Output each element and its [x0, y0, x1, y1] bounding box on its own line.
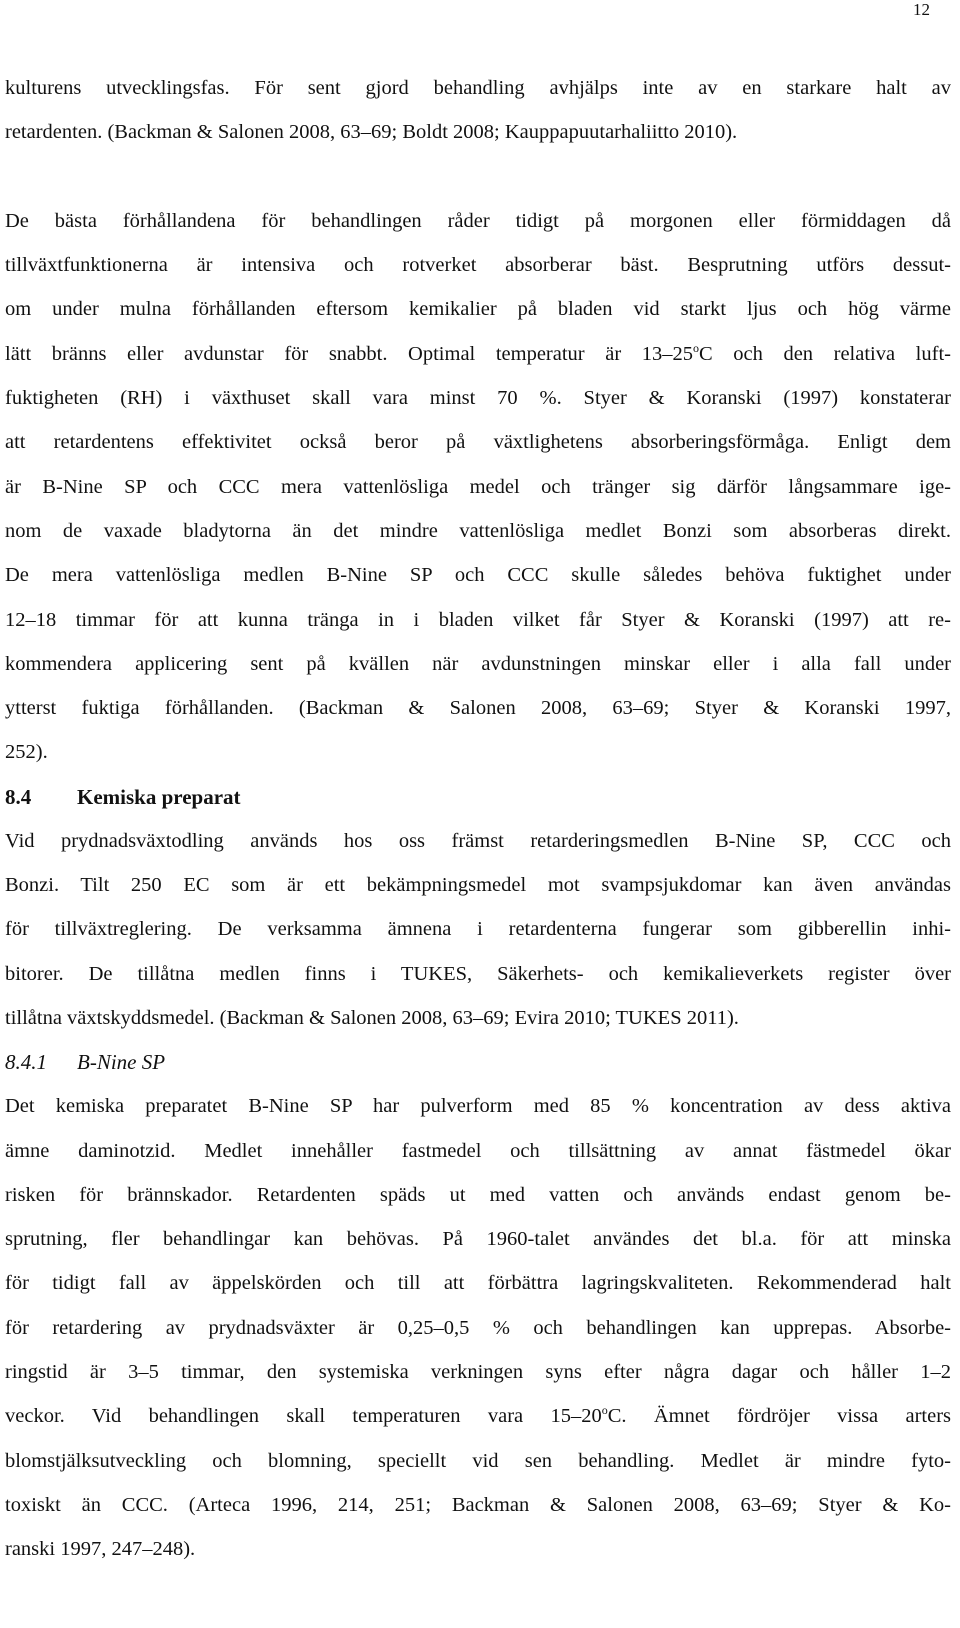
text-line: tillåtna växtskyddsmedel. (Backman & Salonen 2008, 63–69; Evira 2010; TUKES 2011). — [5, 1006, 739, 1029]
paragraph-2 — [5, 199, 951, 775]
text-line: Det kemiska preparatet B-Nine SP har pulverform med 85 % koncentration av dess aktiva — [5, 1095, 951, 1118]
text-line: De bästa förhållandena för behandlingen råder tidigt på morgonen eller förmiddagen då — [5, 209, 951, 232]
text-line: 252). — [5, 741, 48, 764]
text-line: kulturens utvecklingsfas. För sent gjord behandling avhjälps inte av en starkare halt av — [5, 77, 951, 99]
text-line: ytterst fuktiga förhållanden. (Backman & Salonen 2008, 63–69; Styer & Koranski 1997, — [5, 697, 951, 720]
text-line: Vid prydnadsväxtodling används hos oss främst retarderingsmedlen B-Nine SP, CCC och — [5, 829, 951, 852]
paragraph-gap — [5, 155, 951, 199]
text-line: 12–18 timmar för att kunna tränga in i bladen vilket får Styer & Koranski (1997) att re- — [5, 608, 951, 631]
text-line: för tidigt fall av äppelskörden och till att förbättra lagringskvaliteten. Rekommenderad halt — [5, 1272, 951, 1295]
text-line: nom de vaxade bladytorna än det mindre vattenlösliga medlet Bonzi som absorberas direkt. — [5, 519, 951, 542]
text-line: fuktigheten (RH) i växthuset skall vara minst 70 %. Styer & Koranski (1997) konstaterar — [5, 387, 951, 410]
text-fragment: veckor. Vid behandlingen skall temperaturen vara 15–20 — [5, 1405, 602, 1428]
text-line: ringstid är 3–5 timmar, den systemiska verkningen syns efter några dagar och håller 1–2 — [5, 1361, 951, 1384]
paragraph-4 — [5, 1084, 951, 1571]
text-line: sprutning, fler behandlingar kan behövas. På 1960-talet användes det bl.a. för att minska — [5, 1228, 951, 1251]
subsection-title: B-Nine SP — [77, 1050, 166, 1075]
page-number: 12 — [913, 0, 930, 19]
section-heading — [5, 775, 951, 819]
text-line: för retardering av prydnadsväxter är 0,25–0,5 % och behandlingen kan upprepas. Absorbe- — [5, 1316, 951, 1339]
text-line: toxiskt än CCC. (Arteca 1996, 214, 251; Backman & Salonen 2008, 63–69; Styer & Ko- — [5, 1493, 951, 1516]
text-line: tillväxtfunktionerna är intensiva och rotverket absorberar bäst. Besprutning utförs dessut- — [5, 254, 951, 277]
document-body — [5, 66, 951, 1572]
text-line: kommendera applicering sent på kvällen när avdunstningen minskar eller i alla fall under — [5, 652, 951, 675]
text-line: bitorer. De tillåtna medlen finns i TUKES, Säkerhets- och kemikalieverkets register över — [5, 962, 951, 985]
text-line: retardenten. (Backman & Salonen 2008, 63–69; Boldt 2008; Kauppapuutarhaliitto 2010). — [5, 121, 738, 144]
degree-sign: o — [692, 340, 699, 355]
degree-sign: o — [601, 1403, 608, 1418]
text-line-with-degree — [5, 332, 951, 376]
text-line: är B-Nine SP och CCC mera vattenlösliga medel och tränger sig därför långsammare ige- — [5, 475, 951, 498]
text-line: ämne daminotzid. Medlet innehåller fastmedel och tillsättning av annat fästmedel ökar — [5, 1139, 951, 1162]
text-line: om under mulna förhållanden eftersom kemikalier på bladen vid starkt ljus och hög värme — [5, 298, 951, 321]
paragraph-3 — [5, 819, 951, 1040]
section-number: 8.4 — [5, 784, 32, 809]
paragraph-1 — [5, 66, 951, 155]
text-line: att retardentens effektivitet också beror på växtlighetens absorberingsförmåga. Enligt dem — [5, 431, 951, 454]
text-line: De mera vattenlösliga medlen B-Nine SP och CCC skulle således behöva fuktighet under — [5, 564, 951, 587]
text-fragment: C och den relativa luft- — [698, 342, 951, 365]
text-line: ranski 1997, 247–248). — [5, 1538, 196, 1561]
text-line-with-degree — [5, 1394, 951, 1438]
text-line: Bonzi. Tilt 250 EC som är ett bekämpningsmedel mot svampsjukdomar kan även användas — [5, 874, 951, 897]
text-line: risken för brännskador. Retardenten späds ut med vatten och används endast genom be- — [5, 1183, 951, 1206]
text-fragment: C. Ämnet fördröjer vissa arters — [607, 1405, 951, 1428]
text-line: blomstjälksutveckling och blomning, speciellt vid sen behandling. Medlet är mindre fyto- — [5, 1449, 951, 1472]
subsection-heading — [5, 1040, 951, 1084]
subsection-number: 8.4.1 — [5, 1050, 47, 1075]
section-title: Kemiska preparat — [77, 784, 241, 809]
text-fragment: lätt bränns eller avdunstar för snabbt. Optimal temperatur är 13–25 — [5, 342, 693, 365]
text-line: för tillväxtreglering. De verksamma ämnena i retardenterna fungerar som gibberellin inhi- — [5, 918, 951, 941]
